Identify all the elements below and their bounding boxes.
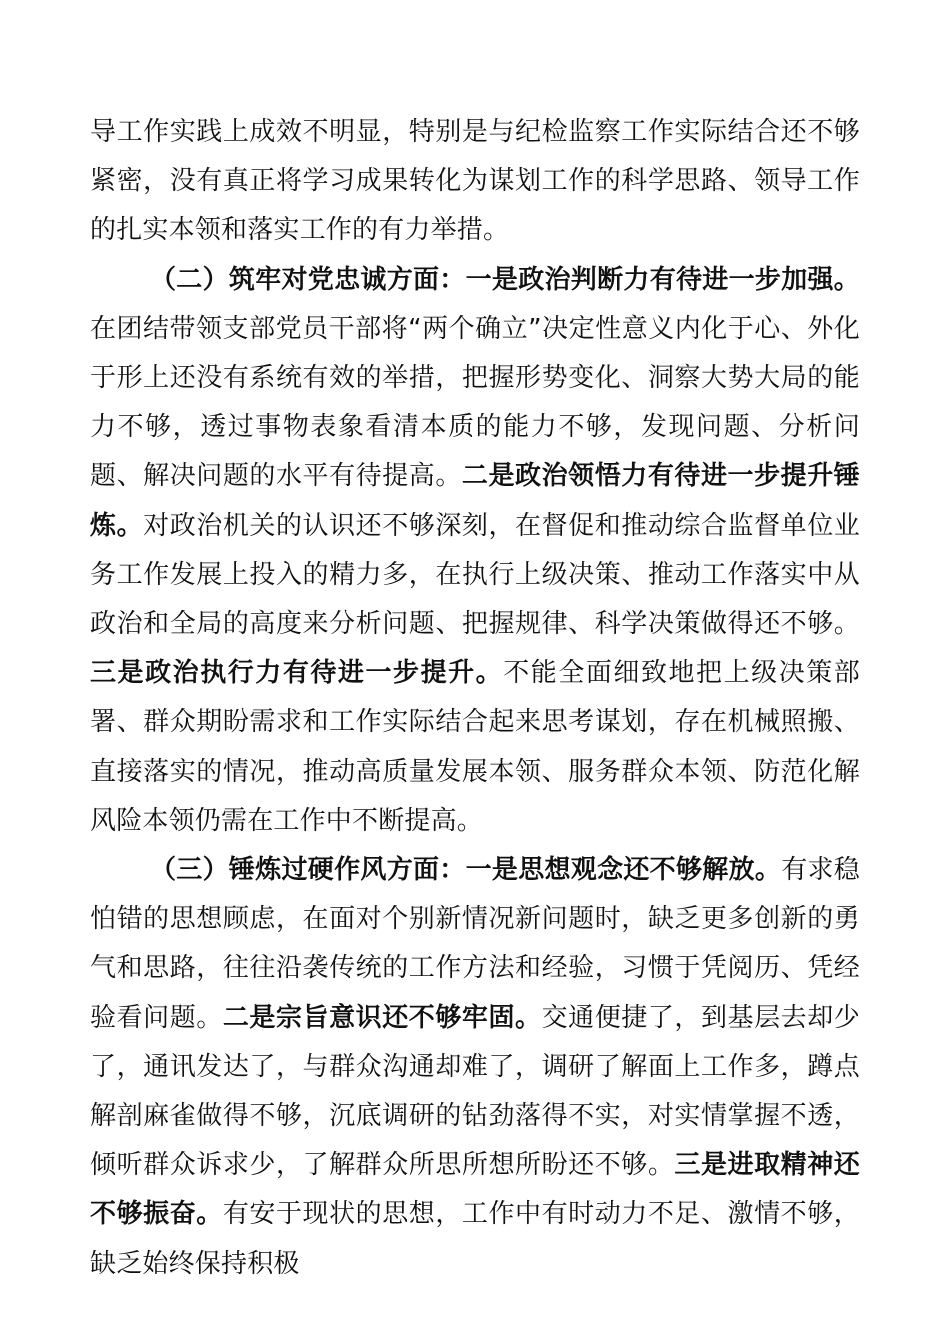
- section-3-text-3: 有安于现状的思想，工作中有时动力不足、激情不够，缺乏始终保持积极: [90, 1199, 860, 1279]
- paragraph-continuation: [90, 108, 860, 256]
- paragraph-loyalty-section: [90, 256, 860, 846]
- section-2-point-2: 二是政治领悟力有待进一步提升锤炼。: [90, 461, 860, 541]
- section-3-point-3: 三是进取精神还不够振奋。: [90, 1150, 860, 1230]
- document-body: [90, 108, 860, 1289]
- section-2-heading: （二）筑牢对党忠诚方面：一是政治判断力有待进一步加强。: [150, 264, 860, 295]
- paragraph-style-section: [90, 846, 860, 1289]
- section-2-point-3: 三是政治执行力有待进一步提升。: [90, 658, 504, 689]
- section-2-text-2: 对政治机关的认识还不够深刻，在督促和推动综合监督单位业务工作发展上投入的精力多，在执行上级决策、推动工作落实中从政治和全局的高度来分析问题、把握规律、科学决策做得还不够。: [90, 510, 861, 640]
- section-3-text-2: 交通便捷了，到基层去却少了，通讯发达了，与群众沟通却难了，调研了解面上工作多，蹲点解剖麻雀做得不够，沉底调研的钻劲落得不实，对实情掌握不透，倾听群众诉求少，了解群众所思所想所盼还不够。: [90, 1002, 860, 1181]
- section-2-text-3: 不能全面细致地把上级决策部署、群众期盼需求和工作实际结合起来思考谋划，存在机械照搬、直接落实的情况，推动高质量发展本领、服务群众本领、防范化解风险本领仍需在工作中不断提高。: [90, 658, 860, 836]
- section-2-text-1: 在团结带领支部党员干部将“两个确立”决定性意义内化于心、外化于形上还没有系统有效的举措，把握形势变化、洞察大势大局的能力不够，透过事物表象看清本质的能力不够，发现问题、分析问题、解决问题的水平有待提高。: [90, 313, 860, 492]
- section-3-point-2: 二是宗旨意识还不够牢固。: [222, 1002, 542, 1033]
- paragraph-1-text: 导工作实践上成效不明显，特别是与纪检监察工作实际结合还不够紧密，没有真正将学习成果转化为谋划工作的科学思路、领导工作的扎实本领和落实工作的有力举措。: [90, 117, 860, 246]
- section-3-text-1: 有求稳怕错的思想顾虑，在面对个别新情况新问题时，缺乏更多创新的勇气和思路，往往沿袭传统的工作方法和经验，习惯于凭阅历、凭经验看问题。: [90, 855, 860, 1033]
- section-3-heading: （三）锤炼过硬作风方面：一是思想观念还不够解放。: [150, 855, 782, 886]
